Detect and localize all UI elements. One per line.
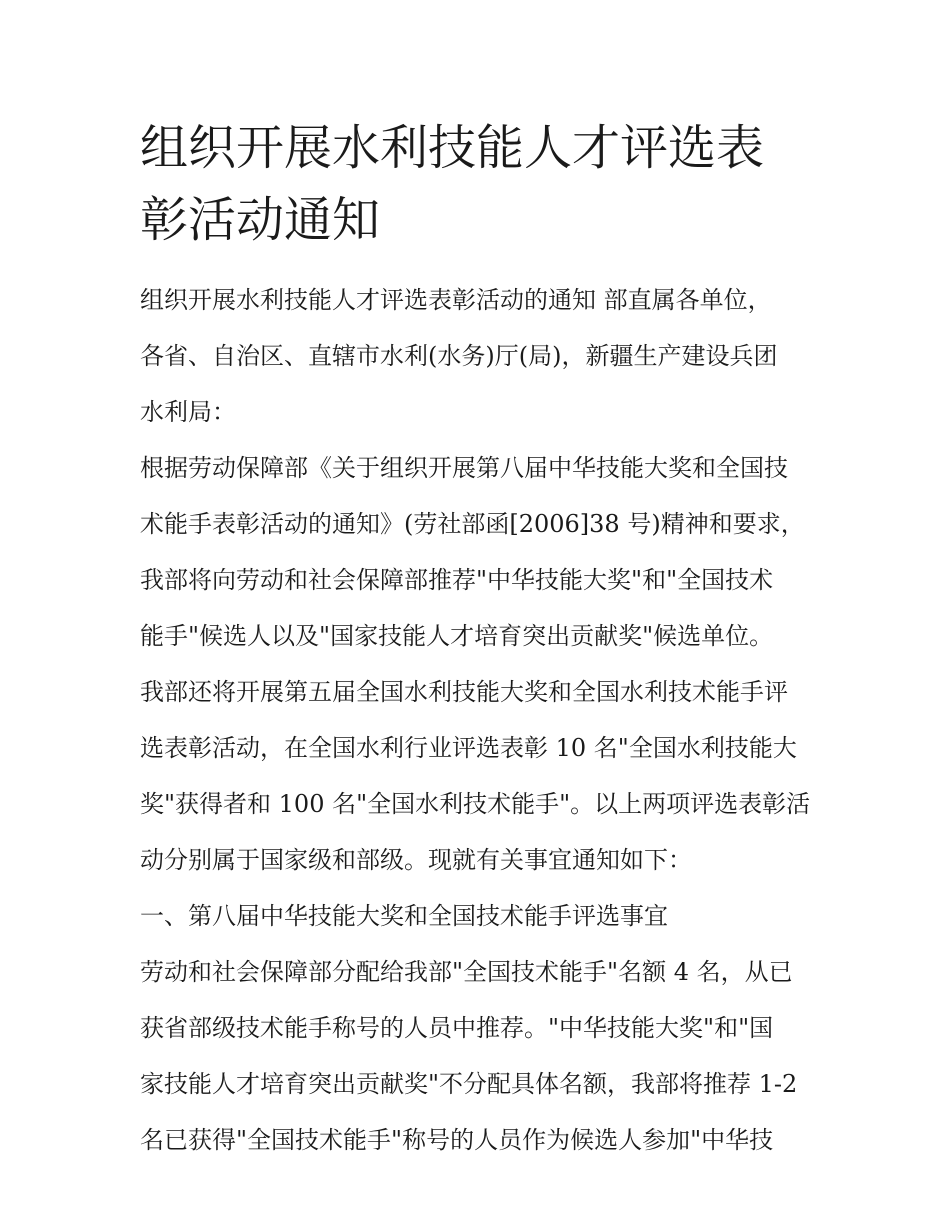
body-line: 我部将向劳动和社会保障部推荐"中华技能大奖"和"全国技术 xyxy=(140,566,774,594)
body-line: 选表彰活动，在全国水利行业评选表彰 10 名"全国水利技能大 xyxy=(140,734,797,762)
body-line: 能手"候选人以及"国家技能人才培育突出贡献奖"候选单位。 xyxy=(140,622,774,650)
body-line: 术能手表彰活动的通知》(劳社部函[2006]38 号)精神和要求， xyxy=(140,510,805,538)
title-line: 彰活动通知 xyxy=(140,192,381,248)
body-line: 劳动和社会保障部分配给我部"全国技术能手"名额 4 名，从已 xyxy=(140,958,793,986)
document-body xyxy=(140,272,830,1168)
body-line: 名已获得"全国技术能手"称号的人员作为候选人参加"中华技 xyxy=(140,1126,774,1154)
body-line: 各省、自治区、直辖市水利(水务)厅(局)，新疆生产建设兵团 xyxy=(140,342,778,370)
body-line: 获省部级技术能手称号的人员中推荐。"中华技能大奖"和"国 xyxy=(140,1014,774,1042)
body-line: 家技能人才培育突出贡献奖"不分配具体名额，我部将推荐 1-2 xyxy=(140,1070,798,1098)
section-heading: 一、第八届中华技能大奖和全国技术能手评选事宜 xyxy=(140,902,668,930)
body-line: 组织开展水利技能人才评选表彰活动的通知 部直属各单位， xyxy=(140,286,772,314)
document-title xyxy=(140,112,820,256)
title-line: 组织开展水利技能人才评选表 xyxy=(140,120,765,176)
body-line: 根据劳动保障部《关于组织开展第八届中华技能大奖和全国技 xyxy=(140,454,788,482)
body-line: 水利局： xyxy=(140,398,236,426)
body-line: 奖"获得者和 100 名"全国水利技术能手"。以上两项评选表彰活 xyxy=(140,790,811,818)
body-line: 我部还将开展第五届全国水利技能大奖和全国水利技术能手评 xyxy=(140,678,788,706)
body-line: 动分别属于国家级和部级。现就有关事宜通知如下： xyxy=(140,846,692,874)
